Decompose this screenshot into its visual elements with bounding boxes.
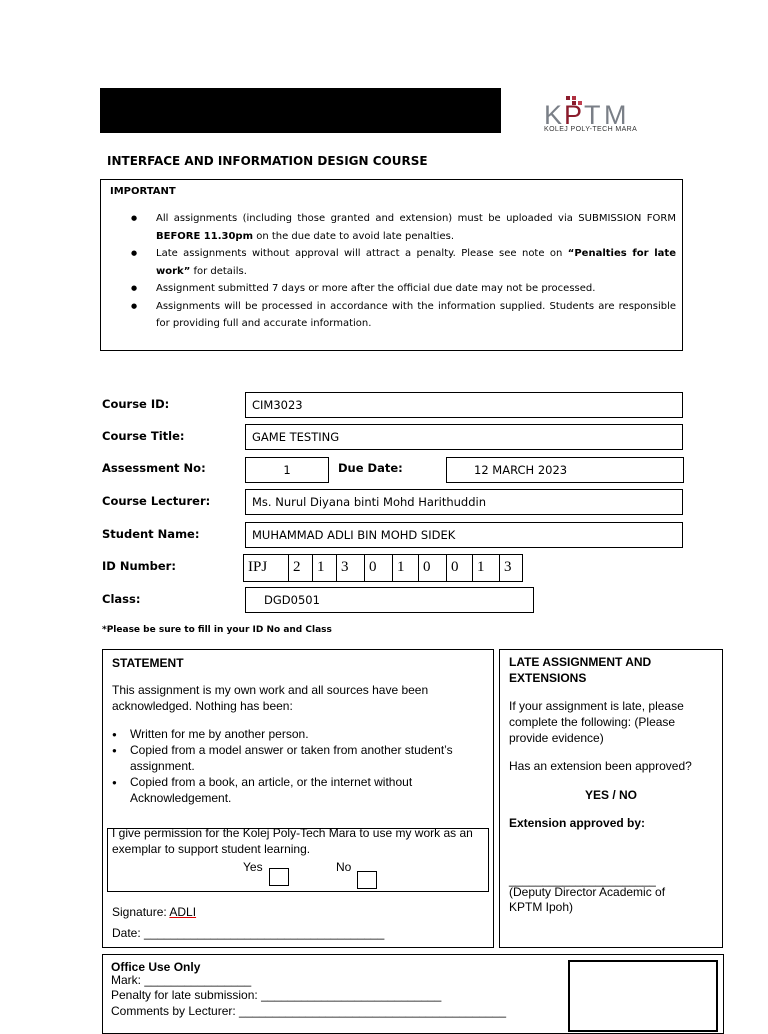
signatory-title: (Deputy Director Academic of KPTM Ipoh): [509, 885, 666, 914]
permission-box: [107, 828, 489, 892]
important-item: ● Assignment submitted 7 days or more after the official due date may not be processed.: [131, 280, 676, 298]
id-digit-cell[interactable]: 3: [337, 555, 365, 581]
statement-title: STATEMENT: [112, 656, 184, 670]
signature-line: [112, 904, 196, 920]
statement-item: ● Copied from a model answer or taken from another student’s assignment.: [112, 742, 460, 774]
important-notice-box: [100, 179, 683, 351]
signature-label: Signature:: [112, 905, 170, 919]
late-instructions: If your assignment is late, please complete the following: (Please provide evidence): [509, 699, 684, 745]
late-assignment-box: [499, 649, 723, 948]
penalty-line[interactable]: Penalty for late submission: ___________________________: [111, 988, 442, 1002]
id-digit-cell[interactable]: 0: [447, 555, 473, 581]
id-digit-cell[interactable]: 0: [419, 555, 447, 581]
no-checkbox[interactable]: [357, 871, 377, 889]
comments-line[interactable]: Comments by Lecturer: ________________________________________: [111, 1004, 506, 1018]
id-number-label: ID Number:: [102, 559, 176, 573]
statement-item: ● Written for me by another person.: [112, 726, 460, 742]
office-use-box: [102, 954, 724, 1034]
assessment-no-label: Assessment No:: [102, 461, 206, 475]
important-item: ● Assignments will be processed in accordance with the information supplied. Students are responsible for providing full and accurate information.: [131, 298, 676, 333]
extension-question: Has an extension been approved?: [509, 759, 692, 773]
id-digit-cell[interactable]: 0: [365, 555, 393, 581]
id-digit-cell[interactable]: 1: [393, 555, 419, 581]
student-name-field[interactable]: MUHAMMAD ADLI BIN MOHD SIDEK: [245, 522, 683, 548]
svg-text:T: T: [584, 100, 602, 130]
fill-in-note: *Please be sure to fill in your ID No and Class: [102, 625, 332, 635]
svg-text:K: K: [544, 100, 564, 130]
id-digit-cell[interactable]: 1: [473, 555, 500, 581]
office-use-title: Office Use Only: [111, 960, 201, 974]
date-line[interactable]: Date: ____________________________________: [112, 926, 385, 940]
mark-line[interactable]: Mark: ________________: [111, 973, 252, 987]
statement-intro: This assignment is my own work and all sources have been acknowledged. Nothing has been:: [112, 683, 429, 713]
class-label: Class:: [102, 592, 141, 606]
late-title: LATE ASSIGNMENT AND EXTENSIONS: [509, 655, 652, 685]
due-date-label: Due Date:: [338, 461, 403, 475]
statement-list: [112, 726, 460, 806]
assessment-no-field[interactable]: 1: [245, 457, 329, 483]
course-title-label: Course Title:: [102, 429, 185, 443]
important-item: ● All assignments (including those granted and extension) must be uploaded via SUBMISSION FORM BEFORE 11.30pm on the due date to avoid late penalties.: [131, 210, 676, 245]
student-name-label: Student Name:: [102, 527, 200, 541]
id-digit-cell[interactable]: 3: [504, 559, 512, 575]
logo-subtitle: KOLEJ POLY-TECH MARA: [544, 126, 638, 133]
statement-item: ● Copied from a book, an article, or the internet without Acknowledgement.: [112, 774, 460, 806]
statement-box: [102, 649, 494, 948]
permission-text: I give permission for the Kolej Poly-Tech Mara to use my work as an exemplar to support student learning.: [112, 826, 473, 856]
svg-text:P: P: [564, 100, 584, 130]
course-id-label: Course ID:: [102, 397, 170, 411]
id-number-grid[interactable]: [243, 554, 523, 582]
yes-no-option[interactable]: YES / NO: [584, 788, 637, 802]
important-title: IMPORTANT: [110, 186, 176, 197]
id-digit-cell[interactable]: IPJ: [244, 555, 289, 581]
yes-checkbox[interactable]: [269, 868, 289, 886]
important-item: ● Late assignments without approval will attract a penalty. Please see note on “Penalties for late work” for details.: [131, 245, 676, 280]
signatory-line: ______________________: [509, 873, 656, 887]
class-field[interactable]: DGD0501: [245, 587, 534, 613]
important-list: [131, 210, 676, 333]
id-digit-cell[interactable]: 2: [289, 555, 313, 581]
course-id-field[interactable]: CIM3023: [245, 392, 683, 418]
id-digit-cell[interactable]: 1: [313, 555, 337, 581]
yes-label: Yes: [243, 860, 263, 874]
course-heading: INTERFACE AND INFORMATION DESIGN COURSE: [107, 154, 428, 168]
mark-stamp-box: [568, 960, 718, 1032]
due-date-field[interactable]: 12 MARCH 2023: [446, 457, 684, 483]
no-label: No: [336, 860, 352, 874]
lecturer-field[interactable]: Ms. Nurul Diyana binti Mohd Harithuddin: [245, 489, 683, 515]
redacted-header-bar: [100, 88, 501, 133]
course-title-field[interactable]: GAME TESTING: [245, 424, 683, 450]
lecturer-label: Course Lecturer:: [102, 494, 211, 508]
svg-text:M: M: [604, 100, 628, 130]
signature-value[interactable]: ADLI: [169, 905, 197, 919]
extension-approved-by: Extension approved by:: [509, 816, 646, 830]
